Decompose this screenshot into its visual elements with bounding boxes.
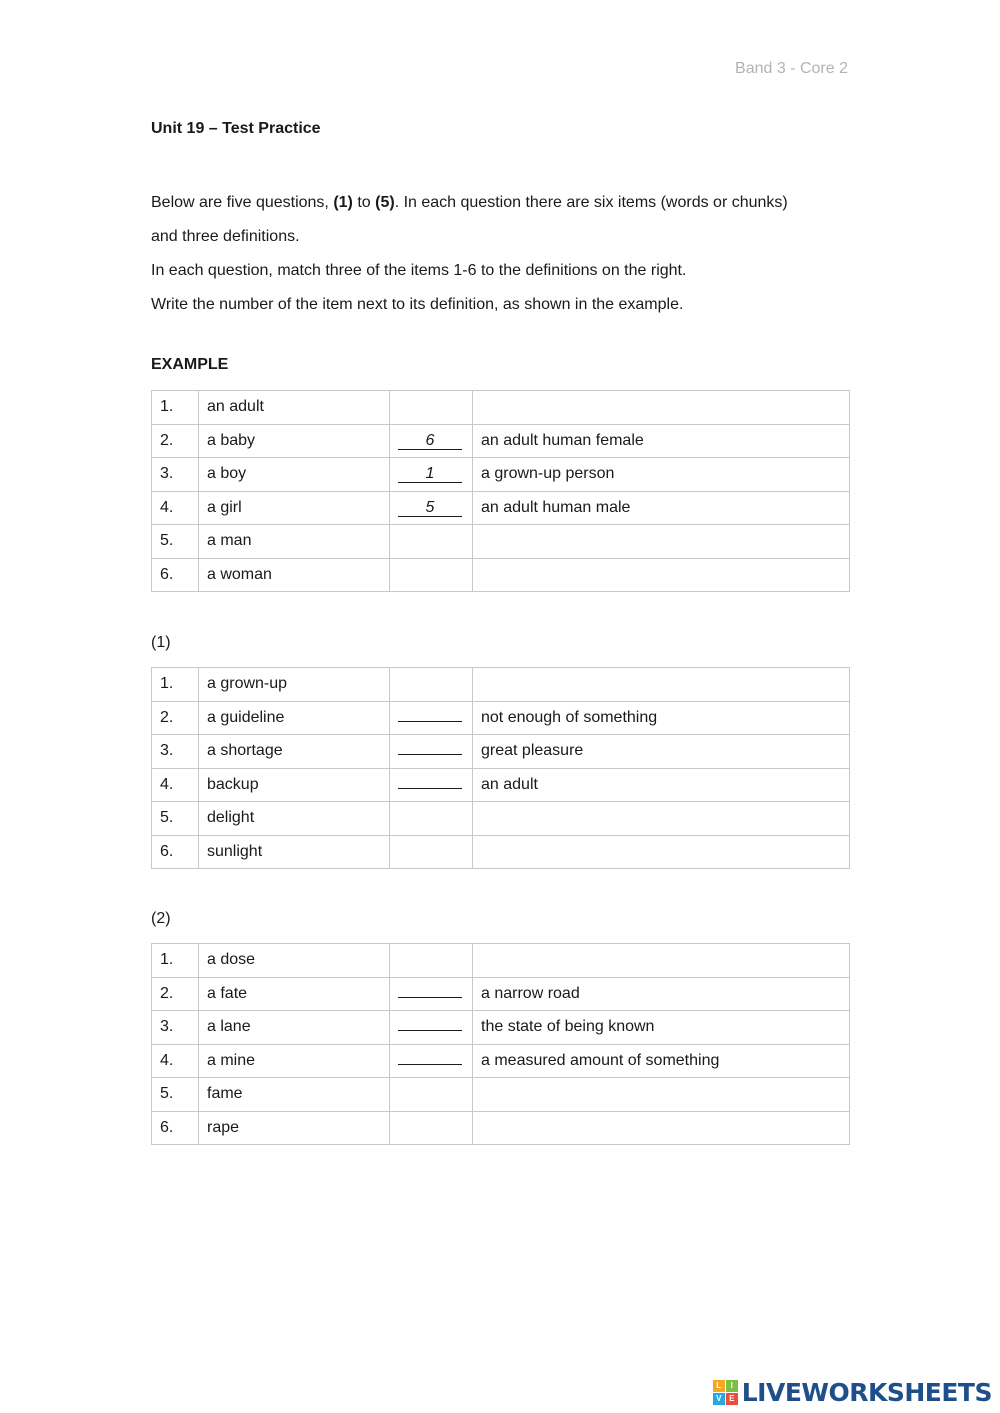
table-row [152,558,850,592]
table-row [152,835,850,869]
item-number: 4. [152,1044,199,1078]
item-word: a guideline [199,701,390,735]
item-number: 1. [152,668,199,702]
definition: not enough of something [473,701,850,735]
brand-watermark [713,1377,992,1407]
logo-letter: I [726,1380,738,1392]
answer-blank-input[interactable] [398,754,462,755]
instruction-bold: (1) [333,194,353,211]
table-row [152,1078,850,1112]
answer-blank-input[interactable] [398,788,462,789]
definition [473,558,850,592]
item-word: a baby [199,424,390,458]
definition: an adult human female [473,424,850,458]
answer-cell [390,668,473,702]
item-number: 2. [152,701,199,735]
definition: an adult [473,768,850,802]
answer-cell [390,1078,473,1112]
question-1-table [151,667,850,869]
answer-cell [390,1111,473,1145]
table-row [152,944,850,978]
table-row [152,768,850,802]
example-table [151,390,850,592]
item-number: 5. [152,1078,199,1112]
definition [473,1111,850,1145]
instruction-line-3: In each question, match three of the items 1-6 to the definitions on the right. [151,262,687,279]
item-word: a man [199,525,390,559]
table-row [152,735,850,769]
answer-blank-input[interactable] [398,1064,462,1065]
page-title: Unit 19 – Test Practice [151,120,321,137]
definition [473,835,850,869]
item-word: rape [199,1111,390,1145]
instruction-bold: (5) [375,194,395,211]
answer-cell [390,977,473,1011]
answer-cell [390,944,473,978]
table-row [152,1111,850,1145]
instruction-text: . In each question there are six items (words or chunks) [394,194,788,211]
answer-cell [390,768,473,802]
answer-cell [390,424,473,458]
definition [473,525,850,559]
answer-cell [390,1011,473,1045]
item-number: 6. [152,835,199,869]
item-number: 3. [152,458,199,492]
logo-letter: E [726,1393,738,1405]
item-number: 6. [152,558,199,592]
item-word: backup [199,768,390,802]
item-word: a girl [199,491,390,525]
item-word: a woman [199,558,390,592]
item-word: a mine [199,1044,390,1078]
table-row [152,701,850,735]
item-word: a grown-up [199,668,390,702]
band-label: Band 3 - Core 2 [735,60,848,77]
item-word: delight [199,802,390,836]
table-row [152,1044,850,1078]
item-number: 2. [152,424,199,458]
definition: a grown-up person [473,458,850,492]
example-answer: 6 [398,433,462,450]
definition [473,802,850,836]
answer-cell [390,735,473,769]
item-number: 1. [152,944,199,978]
item-word: a boy [199,458,390,492]
definition: the state of being known [473,1011,850,1045]
definition [473,668,850,702]
item-number: 4. [152,768,199,802]
table-row [152,525,850,559]
answer-cell [390,835,473,869]
instruction-line-2: and three definitions. [151,228,300,245]
example-answer: 1 [398,466,462,483]
answer-cell [390,701,473,735]
item-number: 6. [152,1111,199,1145]
example-label: EXAMPLE [151,356,229,373]
definition [473,1078,850,1112]
table-row [152,458,850,492]
answer-cell [390,558,473,592]
definition: a narrow road [473,977,850,1011]
answer-blank-input[interactable] [398,1030,462,1031]
answer-blank-input[interactable] [398,721,462,722]
item-number: 5. [152,802,199,836]
answer-cell [390,802,473,836]
table-row [152,391,850,425]
instruction-text: Below are five questions, [151,194,334,211]
brand-name: LIVEWORKSHEETS [741,1377,992,1407]
table-row [152,802,850,836]
question-1-label: (1) [151,634,171,651]
item-number: 1. [152,391,199,425]
item-number: 3. [152,735,199,769]
brand-logo-icon [713,1380,738,1405]
definition: great pleasure [473,735,850,769]
item-number: 2. [152,977,199,1011]
question-2-label: (2) [151,910,171,927]
item-number: 5. [152,525,199,559]
table-row [152,977,850,1011]
table-row [152,668,850,702]
instruction-line-4: Write the number of the item next to its definition, as shown in the example. [151,296,684,313]
table-row [152,424,850,458]
item-number: 3. [152,1011,199,1045]
logo-letter: V [713,1393,725,1405]
answer-cell [390,458,473,492]
answer-cell [390,391,473,425]
answer-cell [390,491,473,525]
definition [473,391,850,425]
instruction-line-1 [151,186,851,220]
table-row [152,491,850,525]
question-2-table [151,943,850,1145]
answer-blank-input[interactable] [398,997,462,998]
definition: a measured amount of something [473,1044,850,1078]
answer-cell [390,1044,473,1078]
item-word: an adult [199,391,390,425]
definition: an adult human male [473,491,850,525]
item-word: fame [199,1078,390,1112]
table-row [152,1011,850,1045]
answer-cell [390,525,473,559]
definition [473,944,850,978]
item-number: 4. [152,491,199,525]
example-answer: 5 [398,500,462,517]
item-word: a shortage [199,735,390,769]
item-word: sunlight [199,835,390,869]
item-word: a fate [199,977,390,1011]
instructions [151,186,851,322]
item-word: a dose [199,944,390,978]
item-word: a lane [199,1011,390,1045]
logo-letter: L [713,1380,725,1392]
instruction-text: to [352,194,376,211]
